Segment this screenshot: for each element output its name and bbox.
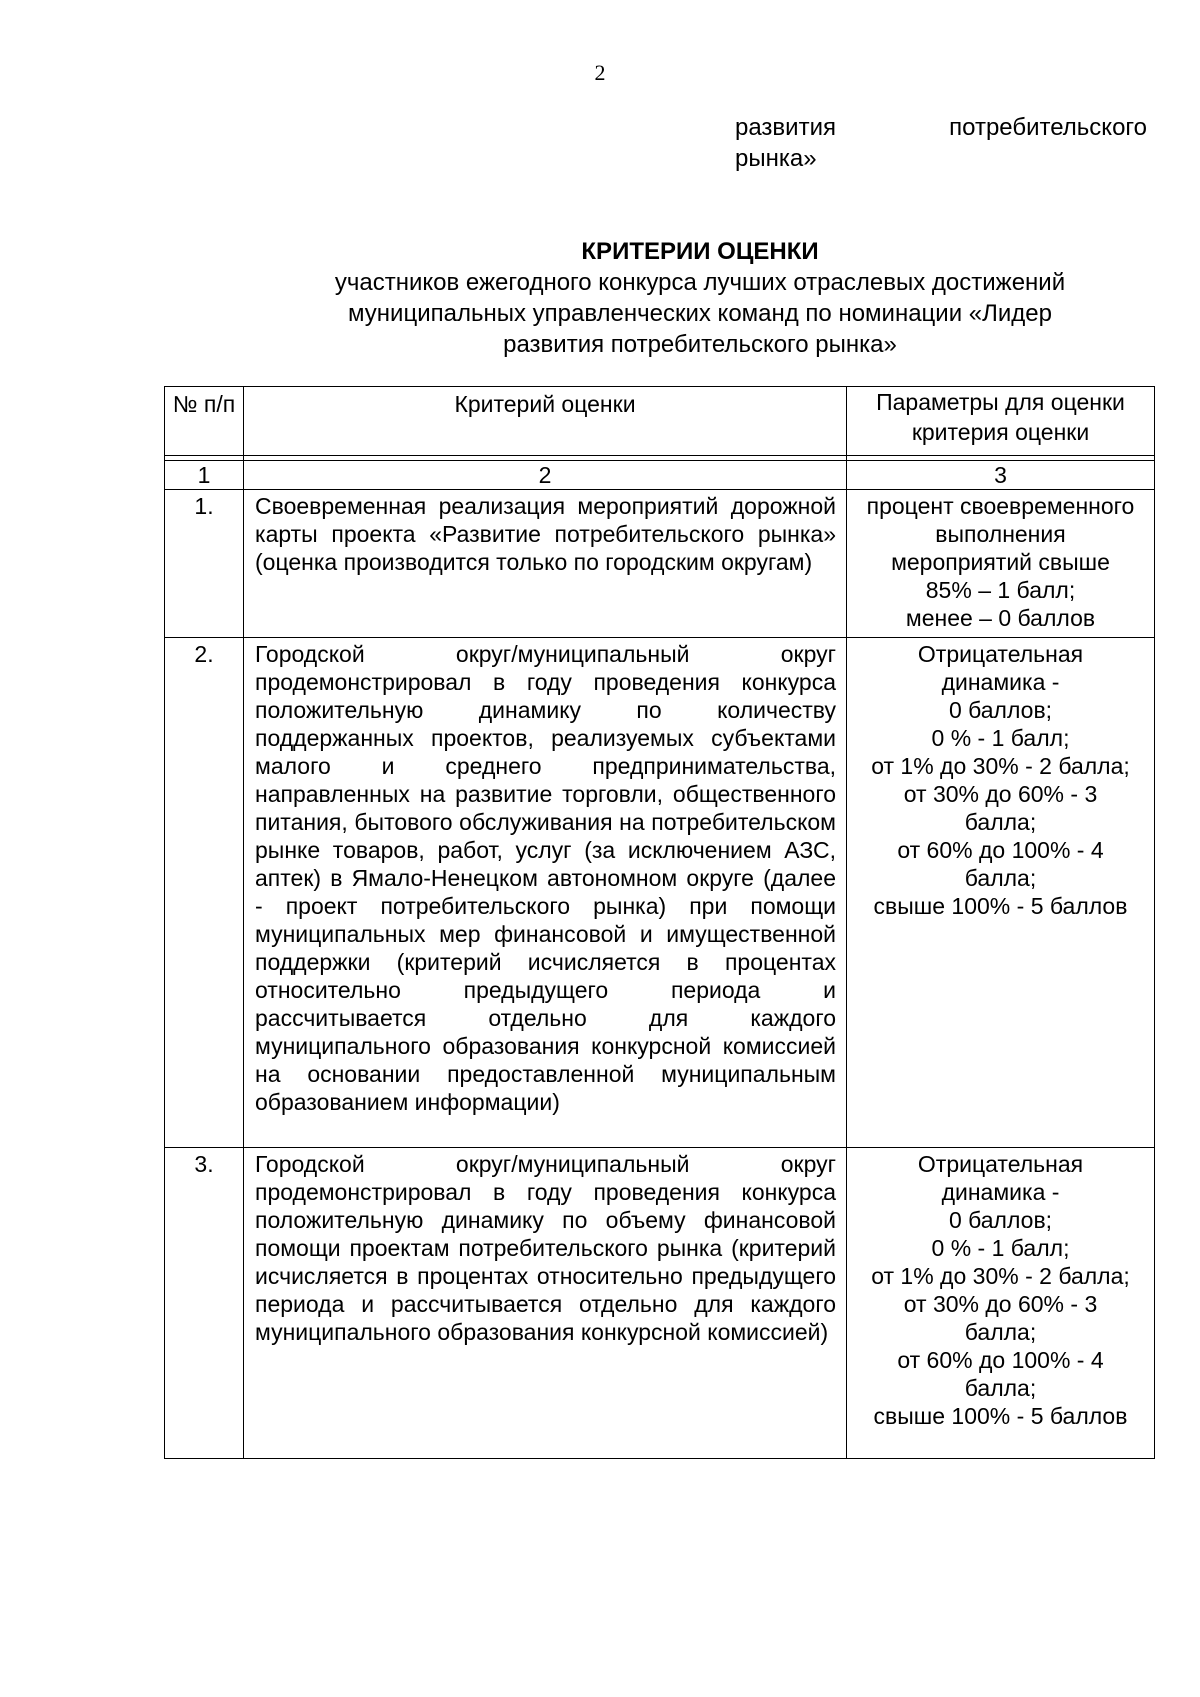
param-line: балла; (964, 1375, 1037, 1401)
criteria-table (164, 386, 1155, 1459)
param-line: Отрицательная (917, 1151, 1084, 1177)
row-number: 1. (165, 490, 244, 638)
table-row (165, 490, 1155, 638)
row-criterion: Своевременная реализация мероприятий дорожной карты проекта «Развитие потребительского рынка» (оценка производится только по городским округам) (244, 490, 847, 638)
param-line: процент своевременного (866, 493, 1135, 519)
param-line: 0 баллов; (948, 1207, 1053, 1233)
table-row (165, 638, 1155, 1148)
column-index: 3 (847, 461, 1155, 490)
param-line: балла; (964, 809, 1037, 835)
param-line: 0 % - 1 балл; (931, 1235, 1070, 1261)
param-line: свыше 100% - 5 баллов (873, 1403, 1128, 1429)
header-criterion: Критерий оценки (244, 387, 847, 456)
header-num: № п/п (165, 387, 244, 456)
param-line: от 60% до 100% - 4 (897, 1347, 1104, 1373)
column-index: 2 (244, 461, 847, 490)
param-line: Отрицательная (917, 641, 1084, 667)
row-params (847, 638, 1155, 1148)
column-index: 1 (165, 461, 244, 490)
row-number: 3. (165, 1148, 244, 1459)
param-line: балла; (964, 865, 1037, 891)
approval-word-1: развития (735, 114, 836, 141)
row-params (847, 1148, 1155, 1459)
document-title: КРИТЕРИИ ОЦЕНКИ (581, 238, 819, 265)
param-line: балла; (964, 1319, 1037, 1345)
subtitle-line-3: развития потребительского рынка» (503, 331, 897, 358)
param-line: от 1% до 30% - 2 балла; (871, 1263, 1130, 1289)
param-line: 0 баллов; (948, 697, 1053, 723)
row-params (847, 490, 1155, 638)
table-header-row (165, 387, 1155, 456)
param-line: 0 % - 1 балл; (931, 725, 1070, 751)
param-line: выполнения (935, 521, 1066, 547)
subtitle-line-1: участников ежегодного конкурса лучших отраслевых достижений (334, 269, 1066, 296)
param-line: от 1% до 30% - 2 балла; (871, 753, 1130, 779)
approval-word-2: потребительского (949, 114, 1147, 141)
column-index-row (165, 461, 1155, 490)
param-line: 85% – 1 балл; (925, 577, 1076, 603)
table-row (165, 1148, 1155, 1459)
row-criterion: Городской округ/муниципальный округ продемонстрировал в году проведения конкурса положительную динамику по объему финансовой помощи проектам потребительского рынка (критерий исчисляется в процентах относительно предыдущего периода и рассчитывается отдельно для каждого муниципального образования конкурсной комиссией) (244, 1148, 847, 1459)
param-line: от 30% до 60% - 3 (903, 1291, 1098, 1317)
param-line: менее – 0 баллов (905, 605, 1096, 631)
param-line: от 30% до 60% - 3 (903, 781, 1098, 807)
approval-note (735, 112, 1147, 174)
document-title-block (280, 236, 1120, 360)
page-number: 2 (594, 60, 606, 85)
subtitle-line-2: муниципальных управленческих команд по номинации «Лидер (348, 300, 1052, 327)
param-line: свыше 100% - 5 баллов (873, 893, 1128, 919)
param-line: от 60% до 100% - 4 (897, 837, 1104, 863)
row-criterion: Городской округ/муниципальный округ продемонстрировал в году проведения конкурса положительную динамику по количеству поддержанных проектов, реализуемых субъектами малого и среднего предпринимательства, направленных на развитие торговли, общественного питания, бытового обслуживания на потребительском рынке товаров, работ, услуг (за исключением АЗС, аптек) в Ямало-Ненецком автономном округе (далее - проект потребительского рынка) при помощи муниципальных мер финансовой и имущественной поддержки (критерий исчисляется в процентах относительно предыдущего периода и рассчитывается отдельно для каждого муниципального образования конкурсной комиссией на основании предоставленной муниципальным образованием информации) (244, 638, 847, 1148)
approval-line-2: рынка» (735, 145, 817, 172)
header-params: Параметры для оценки критерия оценки (847, 387, 1155, 456)
param-line: динамика - (941, 1179, 1060, 1205)
param-line: мероприятий свыше (891, 549, 1110, 575)
param-line: динамика - (941, 669, 1060, 695)
row-number: 2. (165, 638, 244, 1148)
